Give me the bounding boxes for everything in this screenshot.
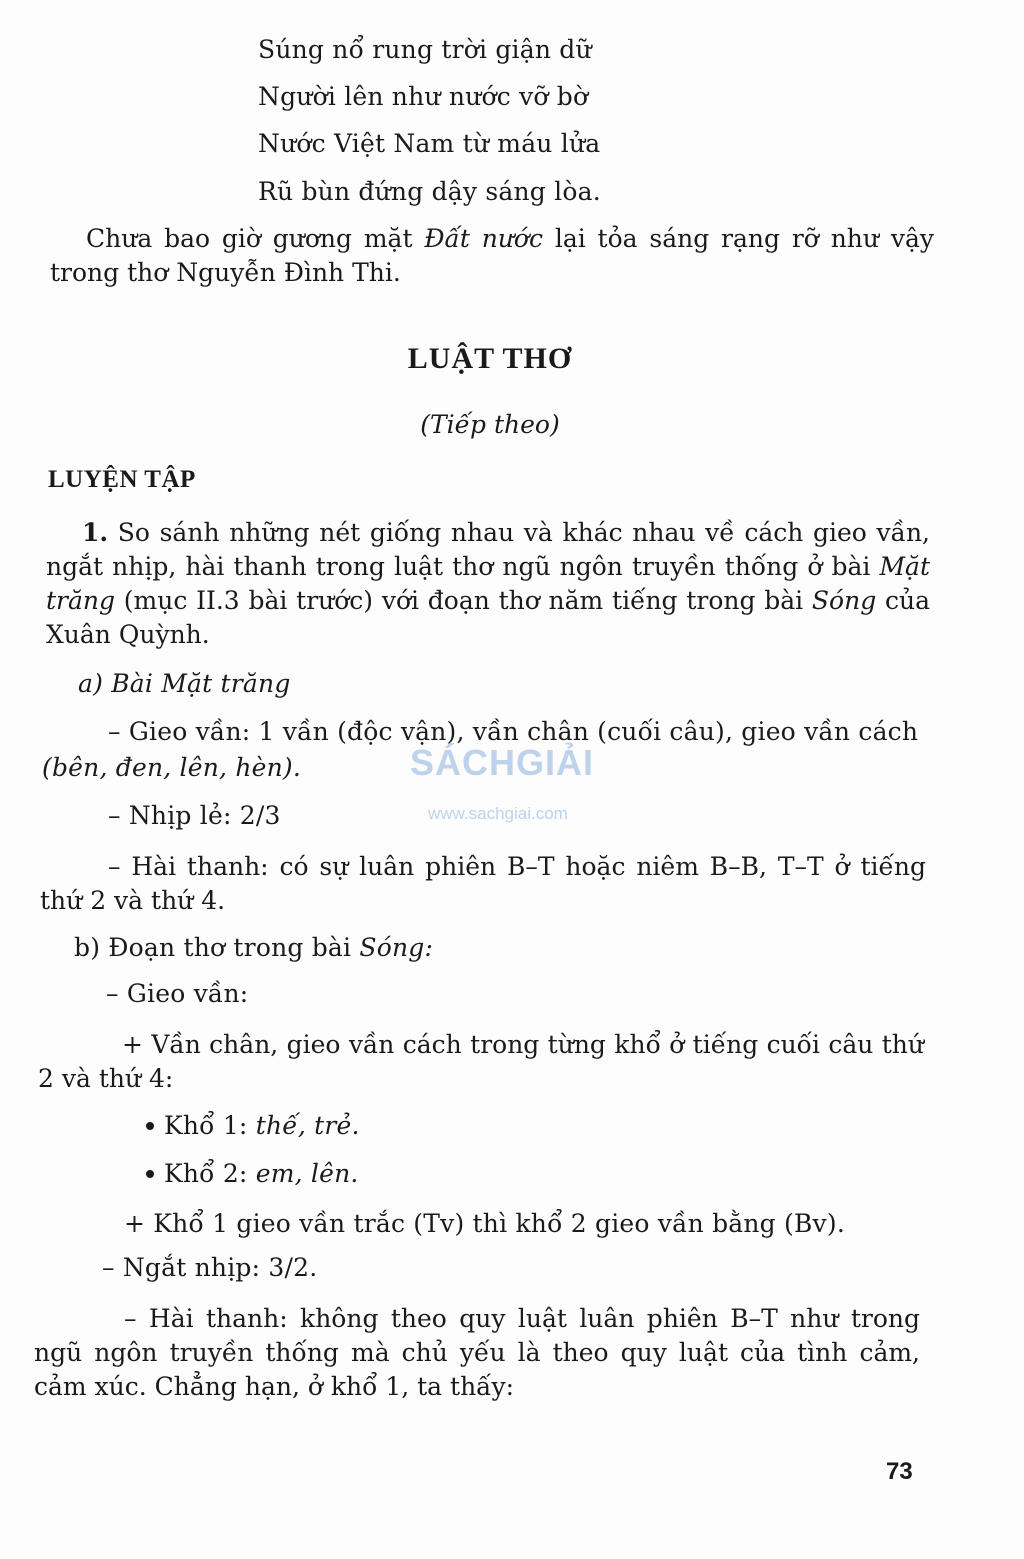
section-title: LUYỆN TẬP — [48, 466, 196, 493]
part-b-label-italic: Sóng: — [359, 933, 434, 962]
intro-text-2: lại tỏa sáng rạng rỡ như vậy trong thơ Nguyễn Đình Thi. — [50, 224, 934, 287]
question-number: 1. — [82, 518, 109, 547]
question-text-3: của Xuân Quỳnh. — [46, 586, 930, 649]
intro-text-1: Chưa bao giờ gương mặt — [86, 224, 425, 253]
poem-line-1: Súng nổ rung trời giận dữ — [258, 35, 592, 64]
question-text-2: (mục II.3 bài trước) với đoạn thơ năm tiếng trong bài — [115, 586, 812, 615]
question-text-1: So sánh những nét giống nhau và khác nhau về cách gieo vần, ngắt nhịp, hài thanh trong luật thơ ngũ ngôn truyền thống ở bài — [46, 518, 930, 581]
bullet-icon — [146, 1122, 154, 1130]
part-b-gieo-van: – Gieo vần: — [106, 979, 249, 1008]
part-a-nhip: – Nhịp lẻ: 2/3 — [108, 801, 281, 830]
watermark — [410, 730, 620, 830]
question-italic-1: Mặt trăng — [46, 552, 930, 615]
bullet-icon — [146, 1170, 154, 1178]
intro-italic: Đất nước — [424, 224, 543, 253]
part-b-kho-note: + Khổ 1 gieo vần trắc (Tv) thì khổ 2 gieo vần bằng (Bv). — [124, 1209, 845, 1238]
watermark-brand: SÁCHGIẢI — [410, 742, 595, 783]
part-b-label-text: b) Đoạn thơ trong bài — [74, 933, 360, 962]
part-b-kho-1 — [146, 1110, 360, 1142]
watermark-url: www.sachgiai.com — [428, 804, 568, 823]
part-b-ngat-nhip: – Ngắt nhịp: 3/2. — [102, 1253, 318, 1282]
intro-paragraph — [50, 222, 934, 290]
part-a-gieo-van-examples: (bên, đen, lên, hèn). — [42, 753, 302, 782]
poem-line-3: Nước Việt Nam từ máu lửa — [258, 129, 601, 158]
kho1-label: Khổ 1: — [164, 1111, 256, 1140]
page-subtitle: (Tiếp theo) — [420, 410, 560, 439]
poem-line-4: Rũ bùn đứng dậy sáng lòa. — [258, 177, 601, 206]
poem-line-2: Người lên như nước vỡ bờ — [258, 82, 589, 111]
page-title: LUẬT THƠ — [407, 342, 573, 375]
part-a-hai-thanh: – Hài thanh: có sự luân phiên B–T hoặc niêm B–B, T–T ở tiếng thứ 2 và thứ 4. — [40, 852, 926, 915]
part-b-hai-thanh: – Hài thanh: không theo quy luật luân phiên B–T như trong ngũ ngôn truyền thống mà chủ yếu là theo quy luật của tình cảm, cảm xúc. Chẳng hạn, ở khổ 1, ta thấy: — [34, 1304, 920, 1401]
question-italic-2: Sóng — [811, 586, 877, 615]
question-1 — [46, 516, 930, 652]
kho1-words: thế, trẻ. — [255, 1111, 360, 1140]
part-a-label: a) Bài Mặt trăng — [78, 669, 291, 698]
kho2-words: em, lên. — [255, 1159, 359, 1188]
page-number: 73 — [886, 1458, 913, 1485]
part-a-gieo-van: – Gieo vần: 1 vần (độc vận), vần chân (cuối câu), gieo vần cách — [108, 717, 919, 746]
part-b-label — [74, 932, 433, 964]
kho2-label: Khổ 2: — [164, 1159, 256, 1188]
part-b-van-chan: + Vần chân, gieo vần cách trong từng khổ ở tiếng cuối câu thứ 2 và thứ 4: — [38, 1030, 924, 1093]
part-b-kho-2 — [146, 1158, 359, 1190]
